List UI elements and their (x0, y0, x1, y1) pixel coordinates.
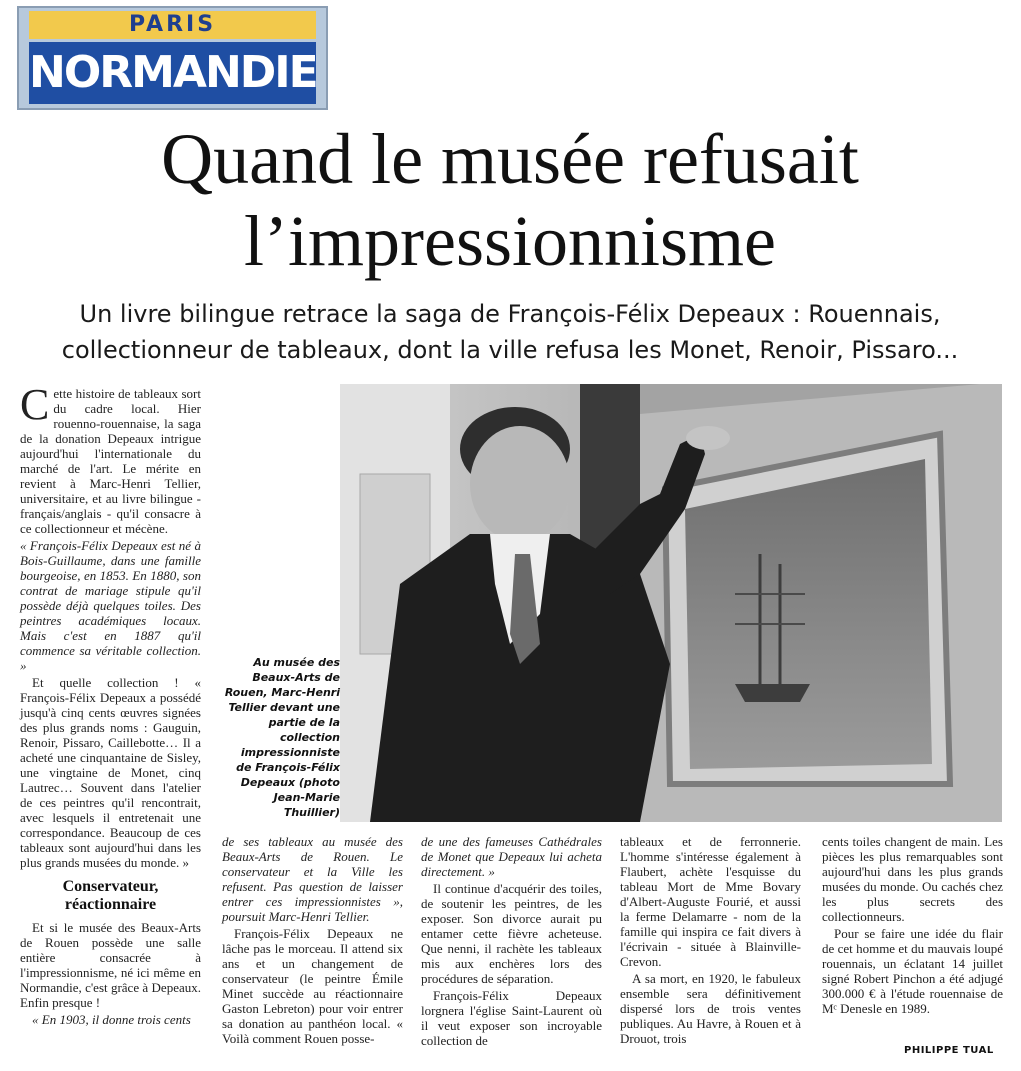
subheadline: Un livre bilingue retrace la saga de François-Félix Depeaux : Rouennais, collectionneur de tableaux, dont la ville refusa les Monet, Renoir, Pissaro... (61, 300, 959, 364)
col1-paragraph-4: Et si le musée des Beaux-Arts de Rouen possède une salle entière consacrée à l'impressionnisme, né ici même en Normandie, c'est grâce à Depeaux. Enfin presque ! (20, 920, 201, 1010)
section-subtitle: Conservateur, réactionnaire (62, 878, 159, 913)
col1-paragraph-2: « François-Félix Depeaux est né à Bois-Guillaume, dans une famille bourgeoise, en 1853. En 1880, son contrat de mariage stipule qu'il possède déjà quelques toiles. Des peintres académiques locaux. Mais c'est en 1887 qu'il commence sa véritable collection. » (20, 538, 201, 673)
article-photo (340, 384, 1002, 822)
author-byline: PHILIPPE TUAL (904, 1045, 994, 1056)
col3-paragraph-2: Il continue d'acquérir des toiles, de soutenir les peintres, de les exposer. Son divorce aurait pu entamer cette fièvre acheteuse. Que nenni, il rachète les tableaux mis aux enchères lors des procédures de séparation. (421, 881, 602, 986)
masthead-paris: PARIS (29, 11, 316, 39)
col1-paragraph-5: « En 1903, il donne trois cents (32, 1012, 191, 1027)
col1-paragraph-3: Et quelle collection ! « François-Félix Depeaux a possédé jusqu'à cinq cents œuvres signées des plus grands noms : Gauguin, Renoir, Pissaro, Caillebotte… Il a acheté une cinquantaine de Sisley, une vingtaine de Monet, cinq Lautrec… Souvent dans l'atelier de ces peintres qu'il rencontrait, avec lesquels il entretenait une correspondance. Beaucoup de ces tableaux sont aujourd'hui dans les plus grands musées du monde. » (20, 675, 201, 870)
headline (60, 118, 960, 282)
masthead-logo (17, 6, 328, 110)
photo-caption: Au musée des Beaux-Arts de Rouen, Marc-Henri Tellier devant une partie de la collection impressionniste de François-Félix Depeaux (photo Jean-Marie Thuillier) (224, 656, 340, 819)
col3-paragraph-3: François-Félix Depeaux lorgnera l'église Saint-Laurent où il veut exposer son incroyable collection de (421, 988, 602, 1048)
drop-cap: C (20, 380, 50, 429)
col3-paragraph-1: de une des fameuses Cathédrales de Monet que Depeaux lui acheta directement. » (421, 834, 602, 879)
col5-paragraph-2: Pour se faire une idée du flair de cet homme et du mauvais loupé rouennais, un éclatant 14 juillet signé Robert Pinchon a été adjugé 300.000 € à l'étude rouennaise de Mᶜ Denesle en 1989. (822, 926, 1003, 1016)
col4-paragraph-2: A sa mort, en 1920, le fabuleux ensemble sera définitivement dispersé lors de trois ventes publiques. Au Havre, à Rouen et à Drouot, trois (620, 971, 801, 1046)
col4-paragraph-1: tableaux et de ferronnerie. L'homme s'intéresse également à Flaubert, achète l'esquisse du tableau Mort de Mme Bovary d'Albert-Auguste Fourié, et aussi la ferme Delamarre - nom de la famille qui inspira ce fait divers à l'écrivain - située à Blainville-Crevon. (620, 834, 801, 969)
col1-paragraph-1: ette histoire de tableaux sort du cadre local. Hier rouenno-rouennaise, la saga de la donation Depeaux intrigue aujourd'hui l'internationale du marché de l'art. Le mérite en revient à Marc-Henri Tellier, universitaire, et au livre bilingue - français/anglais - qu'il consacre à ce collectionneur et mécène. (20, 386, 201, 536)
headline-line-1: Quand le musée refusait (161, 119, 859, 199)
article-column-5 (822, 834, 1003, 1018)
col2-paragraph-2: François-Félix Depeaux ne lâche pas le morceau. Il attend six ans et un changement de conservateur (le peintre Émile Minet succède au réactionnaire Gaston Lebreton) pour voir entrer sa donation au panthéon local. « Voilà comment Rouen posse- (222, 926, 403, 1046)
col2-paragraph-1: de ses tableaux au musée des Beaux-Arts de Rouen. Le conservateur et la Ville les refusent. Pas question de laisser entrer ces impressionnistes », poursuit Marc-Henri Tellier. (222, 834, 403, 924)
col5-paragraph-1: cents toiles changent de main. Les pièces les plus remarquables sont aujourd'hui dans les plus grands musées du monde. Ou cachés chez les plus secrets des collectionneurs. (822, 834, 1003, 924)
article-column-3 (421, 834, 602, 1050)
masthead-normandie: NORMANDIE (29, 42, 316, 104)
article-column-2 (222, 834, 403, 1048)
headline-line-2: l’impressionnisme (244, 201, 776, 281)
article-column-1 (20, 380, 201, 1029)
photo-illustration (340, 384, 1002, 822)
article-column-4 (620, 834, 801, 1048)
